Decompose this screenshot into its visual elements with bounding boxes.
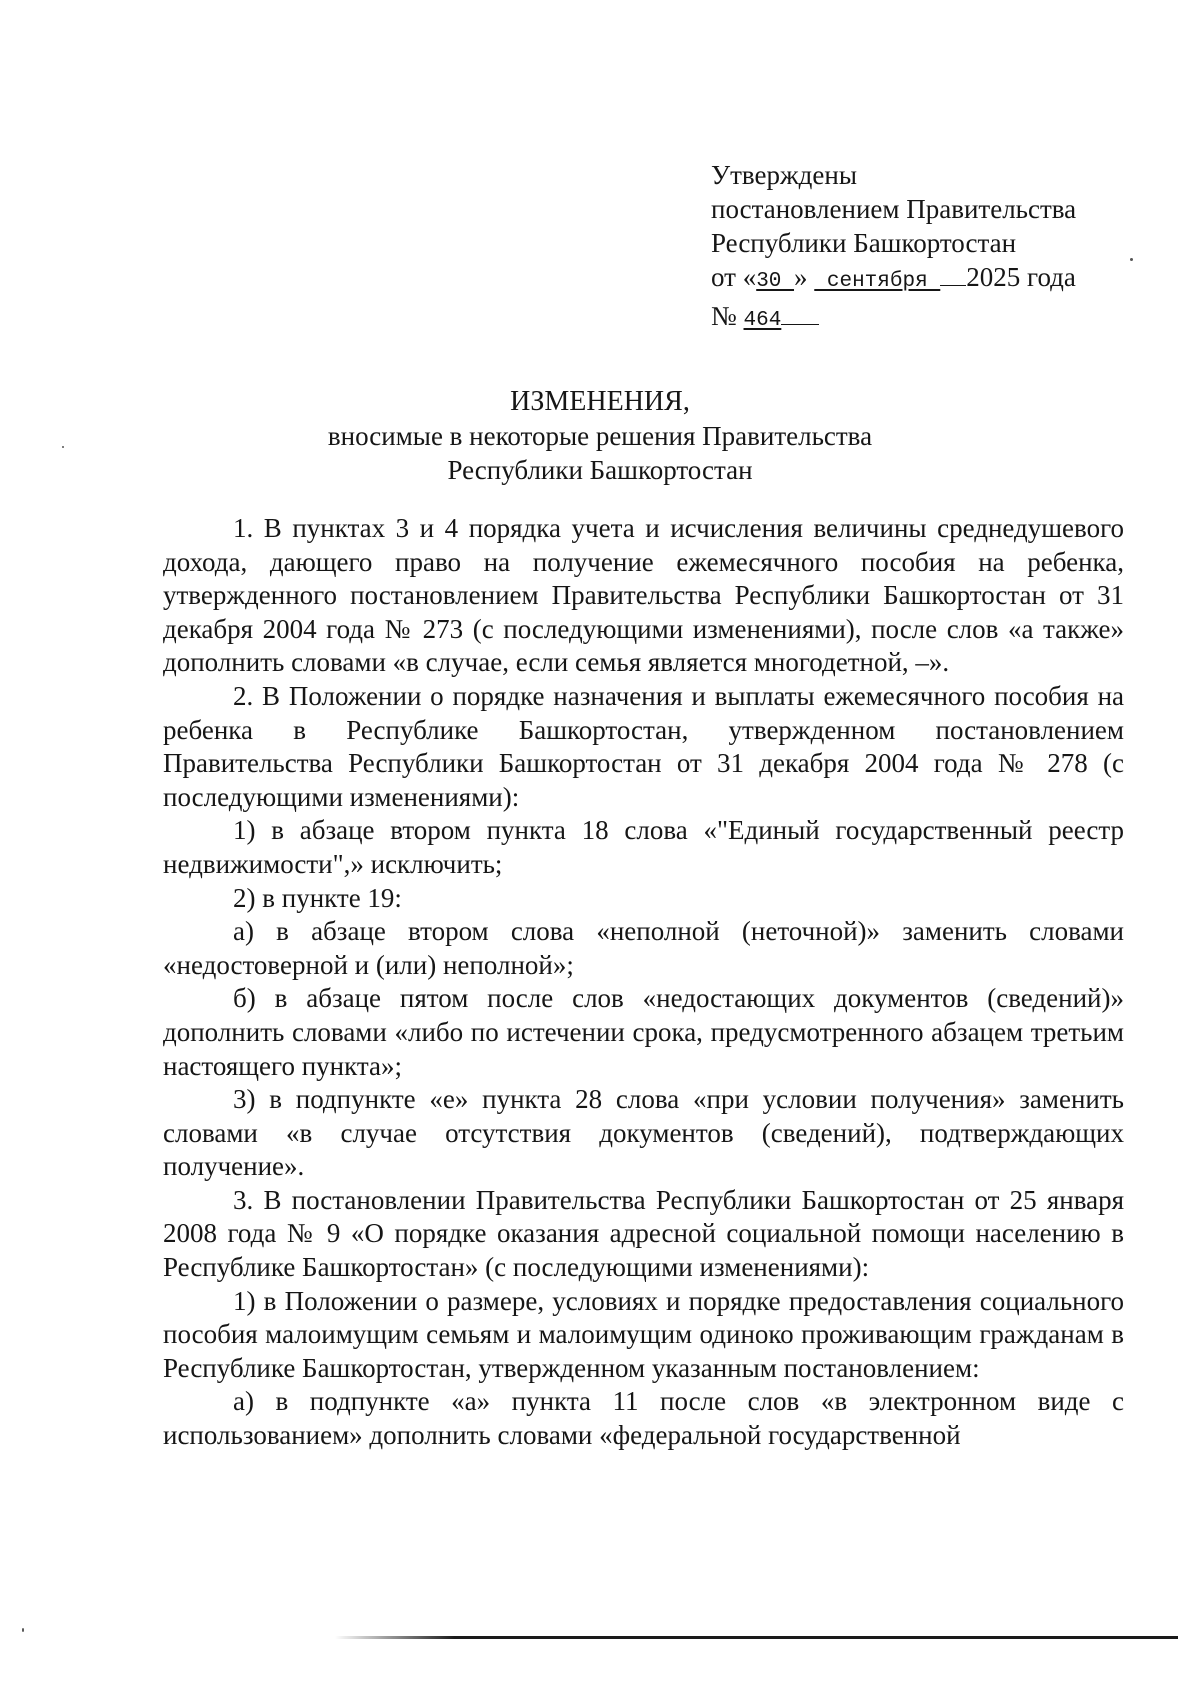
scan-speck [1130,258,1133,261]
approval-block [711,158,1076,338]
number-underline-tail [781,304,819,325]
document-heading [160,385,1040,487]
scan-speck [62,446,64,448]
approval-line-2: постановлением Правительства [711,194,1077,224]
heading-subtitle-line-2: Республики Башкортостан [447,455,753,485]
page-bottom-rule [335,1636,1178,1639]
heading-subtitle-line-1: вносимые в некоторые решения Правительства [327,421,873,451]
date-prefix: от « [711,262,757,292]
approval-line-1: Утверждены [711,160,857,190]
approval-number-line [711,299,1076,338]
paragraph-3-1: 1) в Положении о размере, условиях и порядке предоставления социального пособия малоимущим семьям и малоимущим одиноко проживающим гражданам в Республике Башкортостан, утвержденном указанным постановлением: [163,1285,1124,1383]
approval-date-line [711,260,1076,299]
paragraph-2-2-b: б) в абзаце пятом после слов «недостающих документов (сведений)» дополнить словами «либо по истечении срока, предусмотренного абзацем третьим настоящего пункта»; [163,983,1124,1081]
paragraph-1: 1. В пунктах 3 и 4 порядка учета и исчисления величины среднедушевого дохода, дающего право на получение ежемесячного пособия на ребенка, утвержденного постановлением Правительства Республики Башкортостан от 31 декабря 2004 года № 273 (с последующими изменениями), после слов «а также» дополнить словами «в случае, если семья является многодетной, –». [163,513,1124,678]
paragraph-2: 2. В Положении о порядке назначения и выплаты ежемесячного пособия на ребенка в Республике Башкортостан, утвержденном постановлением Правительства Республики Башкортостан от 31 декабря 2004 года № 278 (с последующими изменениями): [163,680,1124,812]
approval-line-3: Республики Башкортостан [711,228,1017,258]
paragraph-2-3: 3) в подпункте «е» пункта 28 слова «при условии получения» заменить словами «в случае отсутствия документов (сведений), подтверждающих получение». [163,1084,1124,1182]
document-body [163,512,1124,1453]
document-number: 464 [743,309,782,332]
date-mid: » [794,262,815,292]
date-day: 30 [756,270,795,293]
paragraph-2-2-a: а) в абзаце втором слова «неполной (неточной)» заменить словами «недостоверной и (или) неполной»; [163,916,1124,980]
scan-speck [22,1628,24,1632]
date-underline-tail [940,265,966,286]
paragraph-3-1-a: а) в подпункте «а» пункта 11 после слов «в электронном виде с использованием» дополнить словами «федеральной государственной [163,1386,1124,1451]
paragraph-2-1: 1) в абзаце втором пункта 18 слова «"Единый государственный реестр недвижимости",» исключить; [163,815,1124,879]
number-prefix: № [711,301,744,331]
heading-title: ИЗМЕНЕНИЯ, [510,386,690,417]
date-month: сентября [814,270,941,293]
paragraph-3: 3. В постановлении Правительства Республики Башкортостан от 25 января 2008 года № 9 «О порядке оказания адресной социальной помощи населению в Республике Башкортостан» (с последующими изменениями): [163,1184,1124,1283]
page-bottom-rule-fade [335,1636,455,1639]
paragraph-2-2: 2) в пункте 19: [233,882,402,913]
date-year: 2025 года [966,262,1076,292]
